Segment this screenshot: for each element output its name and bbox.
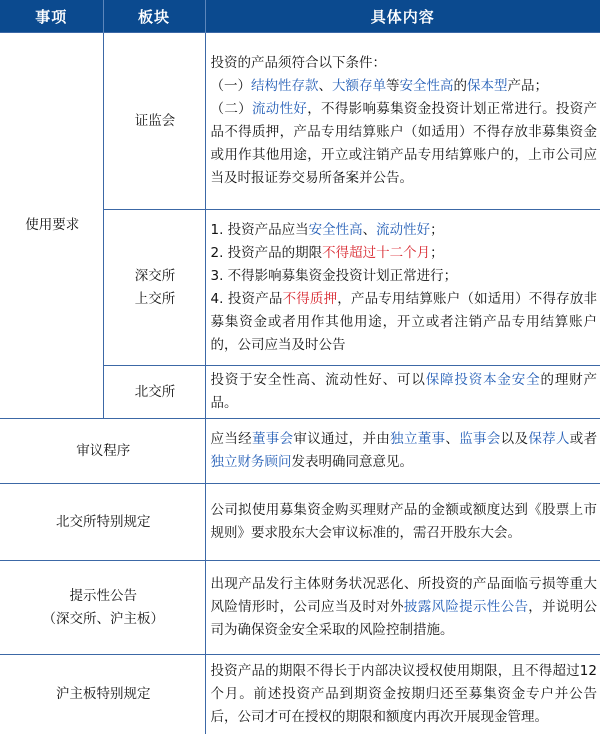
csrc-cond-1: （一）结构性存款、大额存单等安全性高的保本型产品； bbox=[210, 78, 548, 94]
csrc-cond-2: （二）流动性好，不得影响募集资金投资计划正常进行。投资产品不得质押，产品专用结算账户（如适用）不得存放非募集资金或用作其他用途，开立或注销产品专用结算账户的，上市公司应当及时报证券交易所备案并公告。 bbox=[210, 101, 598, 186]
board-csrc: 证监会 bbox=[103, 33, 205, 210]
item-review: 审议程序 bbox=[0, 419, 205, 484]
board-bse: 北交所 bbox=[103, 366, 205, 419]
header-content: 具体内容 bbox=[205, 0, 600, 33]
content-sh-main: 投资产品的期限不得长于内部决议授权使用期限，且不得超过12个月。前述投资产品到期资金按期归还至募集资金专户并公告后，公司才可在授权的期限和额度内再次开展现金管理。 bbox=[205, 655, 600, 734]
item-alert: 提示性公告 （深交所、沪主板） bbox=[0, 561, 205, 655]
content-bse-special: 公司拟使用募集资金购买理财产品的金额或额度达到《股票上市规则》要求股东大会审议标准的，需召开股东大会。 bbox=[205, 484, 600, 561]
szse-item-3: 3. 不得影响募集资金投资计划正常进行； bbox=[210, 267, 458, 284]
header-board: 板块 bbox=[103, 0, 205, 33]
csrc-intro: 投资的产品须符合以下条件： bbox=[210, 55, 386, 71]
table-row bbox=[0, 33, 600, 210]
content-bse: 投资于安全性高、流动性好、可以保障投资本金安全的理财产品。 bbox=[205, 366, 600, 419]
szse-item-1: 1. 投资产品应当安全性高、流动性好； bbox=[210, 221, 444, 238]
table-row bbox=[0, 561, 600, 655]
header-item: 事项 bbox=[0, 0, 103, 33]
table-row bbox=[0, 419, 600, 484]
item-usage: 使用要求 bbox=[0, 33, 103, 419]
item-bse-special: 北交所特别规定 bbox=[0, 484, 205, 561]
szse-item-2: 2. 投资产品的期限不得超过十二个月； bbox=[210, 244, 444, 261]
board-szse-sse: 深交所 上交所 bbox=[103, 210, 205, 366]
table-row bbox=[0, 484, 600, 561]
szse-item-4: 4. 投资产品不得质押，产品专用结算账户（如适用）不得存放非募集资金或者用作其他用途，开立或者注销产品专用结算账户的，公司应当及时公告 bbox=[210, 290, 598, 353]
content-alert: 出现产品发行主体财务状况恶化、所投资的产品面临亏损等重大风险情形时，公司应当及时对外披露风险提示性公告，并说明公司为确保资金安全采取的风险控制措施。 bbox=[205, 561, 600, 655]
table-row bbox=[0, 655, 600, 734]
content-csrc bbox=[205, 33, 600, 210]
item-sh-main: 沪主板特别规定 bbox=[0, 655, 205, 734]
content-review: 应当经董事会审议通过，并由独立董事、监事会以及保荐人或者独立财务顾问发表明确同意意见。 bbox=[205, 419, 600, 484]
header-row bbox=[0, 0, 600, 33]
content-szse-sse bbox=[205, 210, 600, 366]
